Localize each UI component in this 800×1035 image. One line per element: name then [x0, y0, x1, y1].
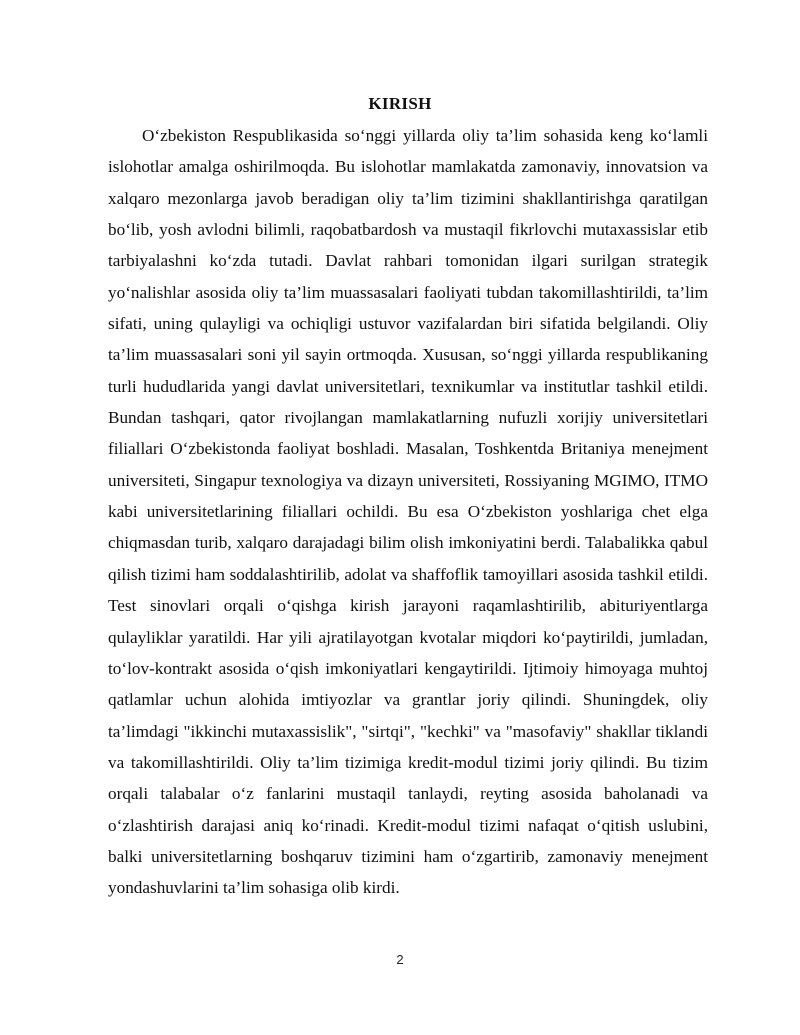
- page-title: KIRISH: [368, 94, 432, 113]
- page-number: 2: [396, 952, 404, 967]
- body-paragraph: O‘zbekiston Respublikasida so‘nggi yillarda oliy ta’lim sohasida keng ko‘lamli islohotlar amalga oshirilmoqda. Bu islohotlar mamlakatda zamonaviy, innovatsion va xalqaro mezonlarga javob beradigan oliy ta’lim tizimini shakllantirishga qaratilgan bo‘lib, yosh avlodni bilimli, raqobatbardosh va mustaqil fikrlovchi mutaxassislar etib tarbiyalashni ko‘zda tutadi. Davlat rahbari tomonidan ilgari surilgan strategik yo‘nalishlar asosida oliy ta’lim muassasalari faoliyati tubdan takomillashtirildi, ta’lim sifati, uning qulayligi va ochiqligi ustuvor vazifalardan biri sifatida belgilandi. Oliy ta’lim muassasalari soni yil sayin ortmoqda. Xususan, so‘nggi yillarda respublikaning turli hududlarida yangi davlat universitetlari, texnikumlar va institutlar tashkil etildi. Bundan tashqari, qator rivojlangan mamlakatlarning nufuzli xorijiy universitetlari filiallari O‘zbekistonda faoliyat boshladi. Masalan, Toshkentda Britaniya menejment universiteti, Singapur texnologiya va dizayn universiteti, Rossiyaning MGIMO, ITMO kabi universitetlarining filiallari ochildi. Bu esa O‘zbekiston yoshlariga chet elga chiqmasdan turib, xalqaro darajadagi bilim olish imkoniyatini berdi. Talabalikka qabul qilish tizimi ham soddalashtirilib, adolat va shaffoflik tamoyillari asosida tashkil etildi. Test sinovlari orqali o‘qishga kirish jarayoni raqamlashtirilib, abituriyentlarga qulayliklar yaratildi. Har yili ajratilayotgan kvotalar miqdori ko‘paytirildi, jumladan, to‘lov-kontrakt asosida o‘qish imkoniyatlari kengaytirildi. Ijtimoiy himoyaga muhtoj qatlamlar uchun alohida imtiyozlar va grantlar joriy qilindi. Shuningdek, oliy ta’limdagi "ikkinchi mutaxassislik", "sirtqi", "kechki" va "masofaviy" shakllar tiklandi va takomillashtirildi. Oliy ta’lim tizimiga kredit-modul tizimi joriy qilindi. Bu tizim orqali talabalar o‘z fanlarini mustaqil tanlaydi, reyting asosida baholanadi va o‘zlashtirish darajasi aniq ko‘rinadi. Kredit-modul tizimi nafaqat o‘qitish uslubini, balki universitetlarning boshqaruv tizimini ham o‘zgartirib, zamonaviy menejment yondashuvlarini ta’lim sohasiga olib kirdi.: [108, 126, 708, 898]
